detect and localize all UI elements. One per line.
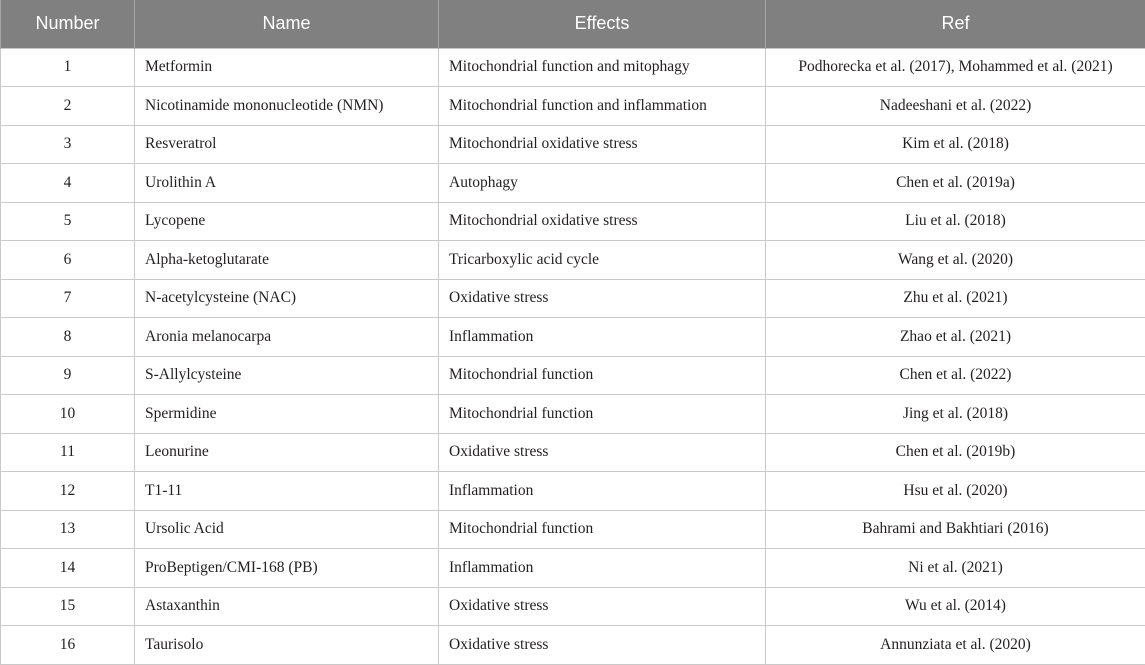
table-row — [1, 395, 1145, 434]
cell-ref: Annunziata et al. (2020) — [766, 626, 1145, 665]
cell-ref: Chen et al. (2019b) — [766, 433, 1145, 472]
cell-number: 13 — [1, 510, 135, 549]
table-body — [1, 48, 1145, 664]
cell-number: 6 — [1, 241, 135, 280]
header-effects: Effects — [439, 0, 766, 48]
cell-number: 4 — [1, 164, 135, 203]
cell-ref: Chen et al. (2022) — [766, 356, 1145, 395]
cell-effects: Inflammation — [439, 472, 766, 511]
cell-name: Aronia melanocarpa — [135, 318, 439, 357]
cell-name: S-Allylcysteine — [135, 356, 439, 395]
cell-ref: Wang et al. (2020) — [766, 241, 1145, 280]
cell-number: 10 — [1, 395, 135, 434]
header-row — [1, 0, 1145, 48]
cell-number: 12 — [1, 472, 135, 511]
cell-number: 16 — [1, 626, 135, 665]
cell-effects: Mitochondrial oxidative stress — [439, 125, 766, 164]
table-row — [1, 48, 1145, 87]
cell-ref: Hsu et al. (2020) — [766, 472, 1145, 511]
cell-effects: Mitochondrial oxidative stress — [439, 202, 766, 241]
table-row — [1, 510, 1145, 549]
cell-name: Taurisolo — [135, 626, 439, 665]
cell-ref: Wu et al. (2014) — [766, 587, 1145, 626]
cell-ref: Kim et al. (2018) — [766, 125, 1145, 164]
cell-effects: Inflammation — [439, 318, 766, 357]
cell-ref: Bahrami and Bakhtiari (2016) — [766, 510, 1145, 549]
table-row — [1, 549, 1145, 588]
cell-effects: Mitochondrial function — [439, 356, 766, 395]
cell-ref: Ni et al. (2021) — [766, 549, 1145, 588]
table-row — [1, 241, 1145, 280]
table-row — [1, 87, 1145, 126]
table-row — [1, 202, 1145, 241]
table-row — [1, 587, 1145, 626]
cell-number: 9 — [1, 356, 135, 395]
cell-ref: Podhorecka et al. (2017), Mohammed et al. (2021) — [766, 48, 1145, 87]
cell-effects: Mitochondrial function — [439, 510, 766, 549]
table-row — [1, 279, 1145, 318]
cell-number: 14 — [1, 549, 135, 588]
table-header — [1, 0, 1145, 48]
cell-name: N-acetylcysteine (NAC) — [135, 279, 439, 318]
cell-effects: Oxidative stress — [439, 433, 766, 472]
cell-effects: Tricarboxylic acid cycle — [439, 241, 766, 280]
cell-effects: Oxidative stress — [439, 587, 766, 626]
cell-number: 15 — [1, 587, 135, 626]
table-row — [1, 472, 1145, 511]
table-row — [1, 164, 1145, 203]
cell-ref: Chen et al. (2019a) — [766, 164, 1145, 203]
cell-number: 7 — [1, 279, 135, 318]
cell-effects: Mitochondrial function and mitophagy — [439, 48, 766, 87]
cell-name: Leonurine — [135, 433, 439, 472]
cell-name: Spermidine — [135, 395, 439, 434]
cell-effects: Mitochondrial function — [439, 395, 766, 434]
cell-ref: Liu et al. (2018) — [766, 202, 1145, 241]
cell-name: Lycopene — [135, 202, 439, 241]
cell-ref: Jing et al. (2018) — [766, 395, 1145, 434]
cell-ref: Zhu et al. (2021) — [766, 279, 1145, 318]
header-number: Number — [1, 0, 135, 48]
cell-number: 3 — [1, 125, 135, 164]
cell-effects: Inflammation — [439, 549, 766, 588]
table-row — [1, 318, 1145, 357]
table-row — [1, 356, 1145, 395]
table-row — [1, 626, 1145, 665]
cell-ref: Zhao et al. (2021) — [766, 318, 1145, 357]
cell-number: 8 — [1, 318, 135, 357]
cell-effects: Autophagy — [439, 164, 766, 203]
cell-name: Urolithin A — [135, 164, 439, 203]
cell-name: T1-11 — [135, 472, 439, 511]
cell-name: Resveratrol — [135, 125, 439, 164]
cell-name: Astaxanthin — [135, 587, 439, 626]
table-row — [1, 433, 1145, 472]
cell-number: 2 — [1, 87, 135, 126]
cell-number: 5 — [1, 202, 135, 241]
cell-effects: Oxidative stress — [439, 626, 766, 665]
cell-ref: Nadeeshani et al. (2022) — [766, 87, 1145, 126]
header-ref: Ref — [766, 0, 1145, 48]
cell-name: Metformin — [135, 48, 439, 87]
cell-name: ProBeptigen/CMI-168 (PB) — [135, 549, 439, 588]
cell-name: Nicotinamide mononucleotide (NMN) — [135, 87, 439, 126]
cell-name: Ursolic Acid — [135, 510, 439, 549]
cell-number: 1 — [1, 48, 135, 87]
cell-effects: Oxidative stress — [439, 279, 766, 318]
table-row — [1, 125, 1145, 164]
cell-number: 11 — [1, 433, 135, 472]
cell-effects: Mitochondrial function and inflammation — [439, 87, 766, 126]
cell-name: Alpha-ketoglutarate — [135, 241, 439, 280]
header-name: Name — [135, 0, 439, 48]
